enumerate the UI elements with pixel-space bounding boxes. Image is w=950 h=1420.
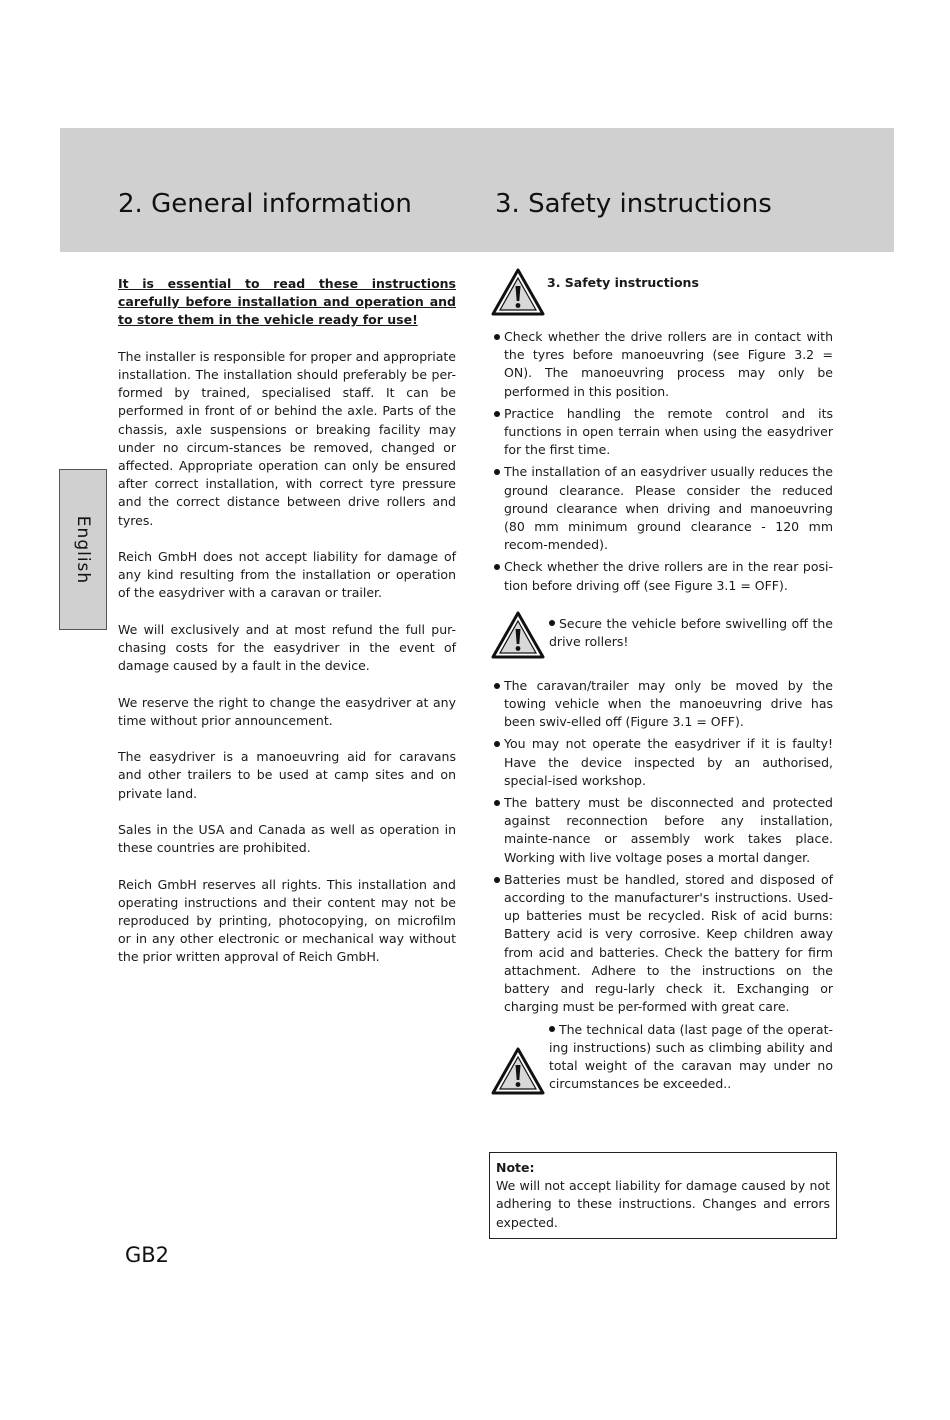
paragraph: Sales in the USA and Canada as well as operation in these countries are prohibited.: [118, 822, 456, 856]
safety-heading-row: [491, 268, 833, 316]
warning-triangle-icon: [491, 611, 545, 659]
page-number: GB2: [125, 1243, 170, 1267]
list-item: You may not operate the easydriver if it is faulty! Have the device inspected by an authorised, special-ised workshop.: [491, 735, 833, 790]
paragraph: Reich GmbH does not accept liability for damage of any kind resulting from the installation or operation of the easydriver with a caravan or trailer.: [118, 549, 456, 601]
paragraph: Reich GmbH reserves all rights. This installation and operating instructions and their content may not be reproduced by printing, photocopying, on microfilm or in any other electronic or mechanical way without the prior written approval of Reich GmbH.: [118, 876, 456, 965]
paragraph: The installer is responsible for proper and appropriate installation. The installation should preferably be per-formed by trained, specialised staff. It can be performed in front of or behind the axle. Parts of the chassis, axle suspensions or breaking facility may under no circum-stances be removed, changed or affected. Appropriate operation can only be ensured after correct installation, with correct tyre pressure and the correct distance between drive rollers and tyres.: [118, 348, 456, 528]
list-item: Check whether the drive rollers are in the rear posi-tion before driving off (see Figure 3.1 = OFF).: [491, 558, 833, 594]
note-text: We will not accept liability for damage caused by not adhering to these instructions. Changes and errors expected.: [496, 1178, 830, 1230]
paragraph: We will exclusively and at most refund the full pur-chasing costs for the easydriver in the event of damage caused by a fault in the device.: [118, 621, 456, 674]
note-label: Note:: [496, 1160, 535, 1175]
warning-message: The technical data (last page of the operat-ing instructions) such as climbing ability and total weight of the caravan may under no circumstances be exceeded..: [549, 1021, 833, 1092]
safety-instructions-column: [491, 268, 833, 1095]
section-title-safety: 3. Safety instructions: [495, 189, 772, 219]
list-item: The battery must be disconnected and protected against reconnection before any installation, mainte-nance or assembly work takes place. Working with live voltage poses a mortal danger.: [491, 794, 833, 867]
warning-row-2: [491, 1021, 833, 1095]
general-information-column: [118, 275, 456, 985]
paragraph: The easydriver is a manoeuvring aid for caravans and other trailers to be used at camp sites and on private land.: [118, 749, 456, 801]
warning-text: [549, 1021, 833, 1094]
note-box: [489, 1152, 837, 1239]
language-tab-label: English: [73, 515, 93, 584]
list-item: Batteries must be handled, stored and disposed of according to the manufacturer's instructions. Used-up batteries must be recycled. Risk of acid burns: Battery acid is very corrosive. Keep children away from acid and batteries. Check the battery for firm attachment. Adhere to the instructions on the battery and regu-larly check it. Exchanging or charging must be per-formed with great care.: [491, 871, 833, 1017]
safety-bullet-list: [491, 677, 833, 1017]
warning-text: [549, 611, 833, 651]
list-item: The caravan/trailer may only be moved by the towing vehicle when the manoeuvring drive has been swiv-elled off (Figure 3.1 = OFF).: [491, 677, 833, 732]
intro-notice: It is essential to read these instructions carefully before installation and operation and to store them in the vehicle ready for use!: [118, 276, 456, 328]
list-item: The installation of an easydriver usually reduces the ground clearance. Please consider the reduced ground clearance when driving and manoeuvring (80 mm minimum ground clearance - 120 mm recom-mended).: [491, 463, 833, 554]
warning-triangle-icon: [491, 268, 545, 316]
warning-row-1: [491, 611, 833, 659]
language-tab: [59, 469, 107, 630]
warning-triangle-icon: [491, 1047, 545, 1095]
list-item: Practice handling the remote control and its functions in open terrain when using the easydriver for the first time.: [491, 405, 833, 460]
paragraph: We reserve the right to change the easydriver at any time without prior announcement.: [118, 694, 456, 728]
safety-bullet-list: [491, 328, 833, 595]
list-item: Check whether the drive rollers are in contact with the tyres before manoeuvring (see Figure 3.2 = ON). The manoeuvring process may only be performed in this position.: [491, 328, 833, 401]
safety-subheading: 3. Safety instructions: [547, 275, 699, 290]
warning-message: Secure the vehicle before swivelling off the drive rollers!: [549, 615, 833, 650]
section-title-general: 2. General information: [118, 189, 412, 219]
